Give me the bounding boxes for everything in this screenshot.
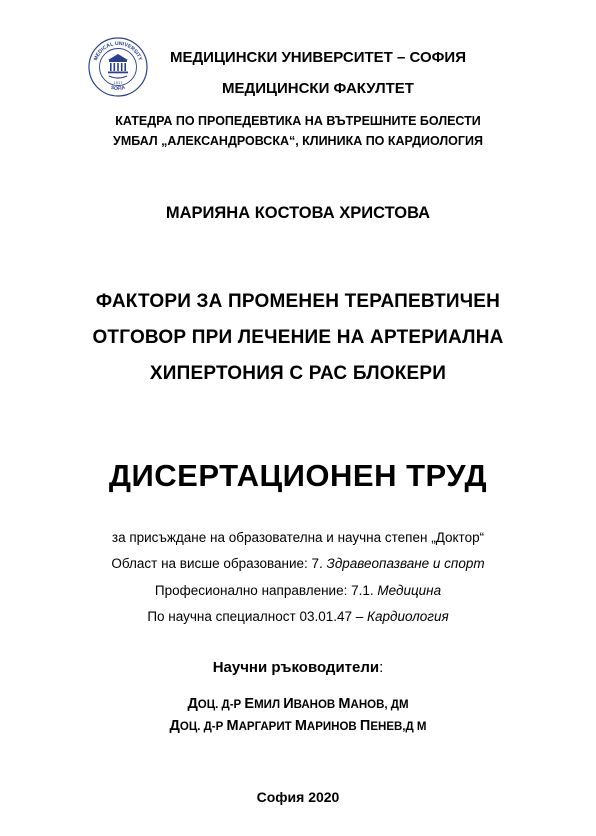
supervisor-2: ДОЦ. Д-Р МАРГАРИТ МАРИНОВ ПЕНЕВ,Д М: [169, 718, 427, 734]
university-name: МЕДИЦИНСКИ УНИВЕРСИТЕТ – СОФИЯ: [169, 49, 466, 66]
professional-field-label: Професионално направление: 7.1.: [154, 583, 378, 598]
author-name: МАРИЯНА КОСТОВА ХРИСТОВА: [165, 204, 431, 222]
professional-field-line: [0, 583, 596, 598]
hospital-name: УМБАЛ „АЛЕКСАНДРОВСКА“, КЛИНИКА ПО КАРДИОЛОГИЯ: [113, 134, 483, 148]
seal-ring-bottom: SOFIA: [109, 84, 127, 93]
specialty-value: Кардиология: [367, 609, 449, 624]
specialty-line: [0, 609, 596, 624]
education-field-line: [0, 556, 596, 571]
supervisors-heading: [0, 659, 596, 676]
education-field-value: Здравеопазване и спорт: [326, 556, 485, 571]
thesis-title-line-2: ОТГОВОР ПРИ ЛЕЧЕНИЕ НА АРТЕРИАЛНА: [92, 327, 504, 348]
supervisor-1: ДОЦ. Д-Р ЕМИЛ ИВАНОВ МАНОВ, ДМ: [187, 696, 409, 712]
seal-ring-text: MEDICAL UNIVERSITY: [93, 40, 143, 62]
thesis-title-line-3: ХИПЕРТОНИЯ С РАС БЛОКЕРИ: [149, 363, 447, 384]
specialty-label: По научна специалност 03.01.47 –: [147, 609, 368, 624]
professional-field-value: Медицина: [377, 583, 442, 598]
supervisors-heading-colon: :: [379, 659, 384, 676]
degree-line: за присъждане на образователна и научна степен „Доктор“: [111, 530, 485, 545]
department-name: КАТЕДРА ПО ПРОПЕДЕВТИКА НА ВЪТРЕШНИТЕ БОЛЕСТИ: [115, 114, 481, 128]
place-and-year: София 2020: [256, 789, 340, 805]
document-type: ДИСЕРТАЦИОНЕН ТРУД: [108, 458, 488, 493]
faculty-name: МЕДИЦИНСКИ ФАКУЛТЕТ: [222, 80, 414, 97]
education-field-label: Област на висше образование: 7.: [111, 556, 327, 571]
thesis-title-line-1: ФАКТОРИ ЗА ПРОМЕНЕН ТЕРАПЕВТИЧЕН: [95, 291, 501, 312]
seal-year: 1917: [113, 80, 123, 85]
supervisors-heading-text: Научни ръководители: [212, 659, 380, 676]
